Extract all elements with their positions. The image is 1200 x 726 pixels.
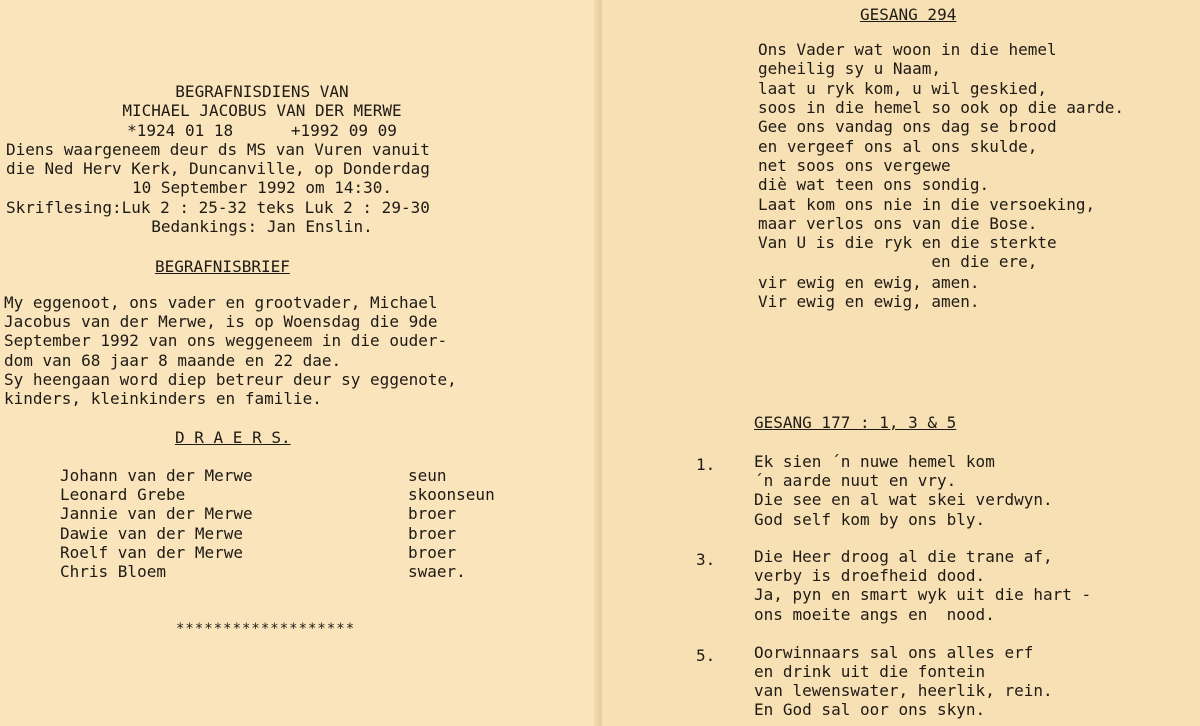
service-line: Diens waargeneem deur ds MS van Vuren vanuit: [6, 140, 430, 159]
letter-line: kinders, kleinkinders en familie.: [4, 389, 322, 408]
life-dates: *1924 01 18 +1992 09 09: [127, 121, 397, 140]
bearer-relation: skoonseun: [408, 485, 495, 504]
verse-line: Die see en al wat skei verdwyn.: [754, 490, 1053, 509]
divider-stars: *******************: [176, 621, 356, 637]
verse-line: en drink uit die fontein: [754, 662, 986, 681]
bearer-name: Leonard Grebe: [60, 485, 186, 504]
left-page: [0, 0, 598, 726]
bearer-name: Chris Bloem: [60, 562, 166, 581]
letter-line: Sy heengaan word diep betreur deur sy eggenote,: [4, 370, 457, 389]
bearer-name: Johann van der Merwe: [60, 466, 253, 485]
verse-line: ons moeite angs en nood.: [754, 605, 995, 624]
verse-line: Oorwinnaars sal ons alles erf: [754, 643, 1034, 662]
verse-number: 1.: [696, 455, 716, 474]
service-title: BEGRAFNISDIENS VAN: [175, 82, 349, 101]
bearer-relation: broer: [408, 524, 457, 543]
hymn-line: en die ere,: [758, 252, 1038, 271]
hymn-line: vir ewig en ewig, amen.: [758, 273, 980, 292]
scripture-reading: Skriflesing:Luk 2 : 25-32 teks Luk 2 : 29-30: [6, 198, 430, 217]
service-line: die Ned Herv Kerk, Duncanville, op Donderdag: [6, 159, 430, 178]
bearers-title: D R A E R S.: [175, 428, 291, 447]
hymn-line: laat u ryk kom, u wil geskied,: [758, 79, 1047, 98]
hymn-line: Ons Vader wat woon in die hemel: [758, 40, 1057, 59]
hymn-line: Van U is die ryk en die sterkte: [758, 233, 1057, 252]
verse-line: En God sal oor ons skyn.: [754, 700, 986, 719]
bearer-name: Dawie van der Merwe: [60, 524, 244, 543]
hymn-line: geheilig sy u Naam,: [758, 59, 942, 78]
letter-title: BEGRAFNISBRIEF: [155, 257, 290, 276]
bearer-relation: broer: [408, 504, 457, 523]
bearer-relation: swaer.: [408, 562, 466, 581]
verse-number: 3.: [696, 550, 716, 569]
hymn-294-title: GESANG 294: [860, 5, 957, 24]
hymn-line: Gee ons vandag ons dag se brood: [758, 117, 1057, 136]
hymn-line: diè wat teen ons sondig.: [758, 175, 990, 194]
acknowledgements: Bedankings: Jan Enslin.: [151, 217, 373, 236]
bearer-name: Jannie van der Merwe: [60, 504, 253, 523]
verse-line: Ja, pyn en smart wyk uit die hart -: [754, 585, 1092, 604]
verse-line: Die Heer droog al die trane af,: [754, 547, 1053, 566]
hymn-line: Vir ewig en ewig, amen.: [758, 292, 980, 311]
deceased-name: MICHAEL JACOBUS VAN DER MERWE: [122, 101, 402, 120]
letter-line: dom van 68 jaar 8 maande en 22 dae.: [4, 351, 342, 370]
hymn-177-title: GESANG 177 : 1, 3 & 5: [754, 413, 957, 432]
hymn-line: maar verlos ons van die Bose.: [758, 214, 1038, 233]
verse-line: verby is droefheid dood.: [754, 566, 986, 585]
hymn-line: en vergeef ons al ons skulde,: [758, 137, 1038, 156]
letter-line: Jacobus van der Merwe, is op Woensdag die 9de: [4, 312, 438, 331]
hymn-line: Laat kom ons nie in die versoeking,: [758, 195, 1096, 214]
bearer-relation: broer: [408, 543, 457, 562]
letter-line: September 1992 van ons weggeneem in die ouder-: [4, 331, 448, 350]
service-datetime: 10 September 1992 om 14:30.: [131, 178, 393, 197]
bearer-name: Roelf van der Merwe: [60, 543, 244, 562]
right-page: [602, 0, 1200, 726]
verse-number: 5.: [696, 646, 716, 665]
hymn-line: soos in die hemel so ook op die aarde.: [758, 98, 1125, 117]
verse-line: God self kom by ons bly.: [754, 510, 986, 529]
hymn-line: net soos ons vergewe: [758, 156, 951, 175]
verse-line: Ek sien ´n nuwe hemel kom: [754, 452, 995, 471]
verse-line: van lewenswater, heerlik, rein.: [754, 681, 1053, 700]
verse-line: ´n aarde nuut en vry.: [754, 471, 957, 490]
letter-line: My eggenoot, ons vader en grootvader, Michael: [4, 293, 438, 312]
bearer-relation: seun: [408, 466, 447, 485]
